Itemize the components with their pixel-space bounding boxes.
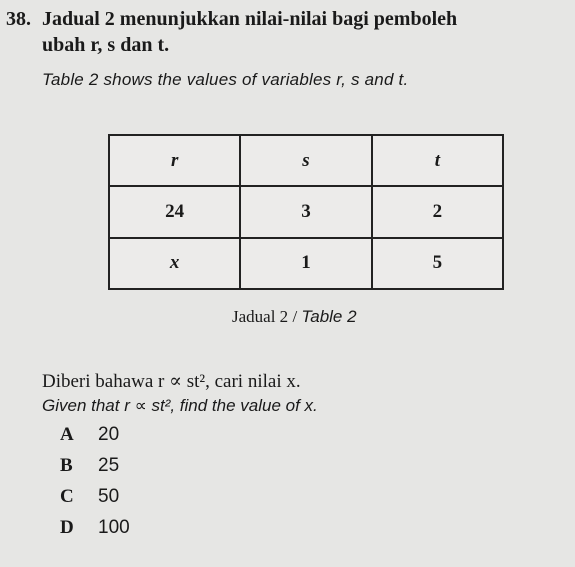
option-value: 25 xyxy=(98,455,120,476)
option-letter: C xyxy=(60,486,74,507)
given-text-en: Given that r ∝ st², find the value of x. xyxy=(42,396,318,415)
table-row xyxy=(109,186,503,237)
option-value: 100 xyxy=(98,517,130,538)
option-b[interactable] xyxy=(60,455,119,477)
caption-separator: / xyxy=(288,307,302,326)
cell-s-1: 3 xyxy=(240,186,371,237)
option-letter: D xyxy=(60,517,74,538)
question-header xyxy=(6,4,571,34)
cell-r-1: 24 xyxy=(109,186,240,237)
cell-t-1: 2 xyxy=(372,186,503,237)
header-r: r xyxy=(109,135,240,186)
cell-t-2: 5 xyxy=(372,238,503,289)
option-c[interactable] xyxy=(60,486,119,508)
option-a[interactable] xyxy=(60,424,119,446)
header-t: t xyxy=(372,135,503,186)
values-table xyxy=(108,134,504,290)
table-header-row xyxy=(109,135,503,186)
cell-r-2: x xyxy=(109,238,240,289)
caption-en: Table 2 xyxy=(301,307,357,326)
question-text-ms-line2: ubah r, s dan t. xyxy=(42,34,170,56)
caption-ms: Jadual 2 xyxy=(232,307,289,326)
option-value: 20 xyxy=(98,424,120,445)
given-text-ms: Diberi bahawa r ∝ st², cari nilai x. xyxy=(42,371,301,392)
table-row xyxy=(109,238,503,289)
option-d[interactable] xyxy=(60,517,130,539)
option-value: 50 xyxy=(98,486,120,507)
question-number: 38. xyxy=(6,8,31,30)
question-text-ms-line1: Jadual 2 menunjukkan nilai-nilai bagi pemboleh xyxy=(42,8,458,30)
option-letter: A xyxy=(60,424,74,445)
header-s: s xyxy=(240,135,371,186)
cell-s-2: 1 xyxy=(240,238,371,289)
question-text-en: Table 2 shows the values of variables r, s and t. xyxy=(42,70,409,89)
table-caption xyxy=(232,307,357,327)
option-letter: B xyxy=(60,455,73,476)
